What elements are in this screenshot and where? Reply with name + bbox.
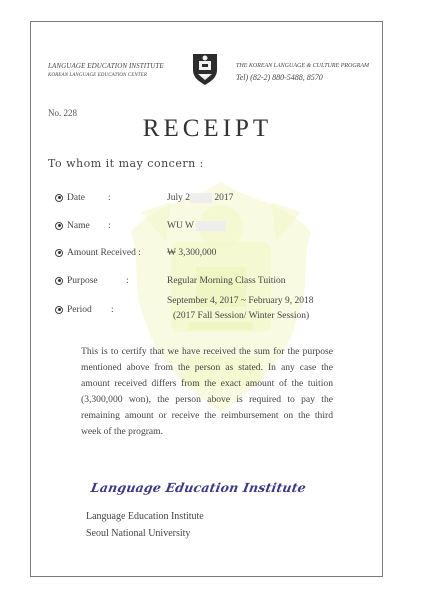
bullet-icon	[55, 306, 63, 314]
footer-university: Seoul National University	[86, 528, 191, 539]
institute-name: LANGUAGE EDUCATION INSTITUTE	[48, 62, 164, 70]
field-label: Name	[67, 221, 90, 231]
field-purpose	[55, 276, 98, 286]
field-amount	[55, 248, 141, 258]
bullet-icon	[55, 277, 63, 285]
footer-institute: Language Education Institute	[86, 511, 204, 522]
redaction	[196, 221, 226, 231]
redaction	[190, 193, 212, 203]
purpose-value: Regular Morning Class Tuition	[167, 276, 286, 286]
period-value-line1: September 4, 2017 ~ February 9, 2018	[167, 296, 314, 306]
signature: Language Education Institute	[89, 480, 308, 495]
name-value	[167, 221, 226, 231]
institute-header	[48, 61, 164, 81]
field-colon: :	[126, 276, 129, 286]
date-value-end: 2017	[211, 193, 234, 204]
amount-value: ₩ 3,300,000	[167, 248, 217, 258]
document-number: No. 228	[48, 108, 77, 118]
field-colon: :	[108, 221, 111, 231]
certification-text: This is to certify that we have received the sum for the purpose mentioned above from the person as stated. In any case the amount received differs from the exact amount of the tuition (3,300,000 won), the person above is required to pay the remaining amount or receive the reimbursement on the third week of the program.	[81, 346, 333, 437]
field-date	[55, 193, 85, 203]
field-label: Amount Received :	[67, 248, 141, 258]
bullet-icon	[55, 222, 63, 230]
program-name: THE KOREAN LANGUAGE & CULTURE PROGRAM	[236, 63, 370, 69]
field-label: Date	[67, 193, 85, 203]
field-label: Purpose	[67, 276, 98, 286]
field-colon: :	[108, 193, 111, 203]
salutation: To whom it may concern :	[48, 157, 204, 170]
date-value	[167, 193, 233, 203]
telephone: Tel) (82-2) 880-5488, 8570	[236, 73, 323, 82]
center-name: KOREAN LANGUAGE EDUCATION CENTER	[48, 73, 147, 78]
receipt-document	[30, 21, 383, 577]
field-name	[55, 221, 90, 231]
field-label: Period	[67, 305, 92, 315]
field-colon: :	[111, 305, 114, 315]
period-value-line2: (2017 Fall Session/ Winter Session)	[173, 311, 310, 321]
signature-area	[91, 480, 306, 495]
university-logo-icon	[190, 50, 220, 86]
field-period	[55, 305, 92, 315]
program-header	[236, 60, 369, 84]
name-text: WU W	[167, 221, 194, 232]
page-title: RECEIPT	[142, 115, 273, 142]
bullet-icon	[55, 194, 63, 202]
bullet-icon	[55, 249, 63, 257]
date-value-start: July 2	[167, 193, 190, 204]
